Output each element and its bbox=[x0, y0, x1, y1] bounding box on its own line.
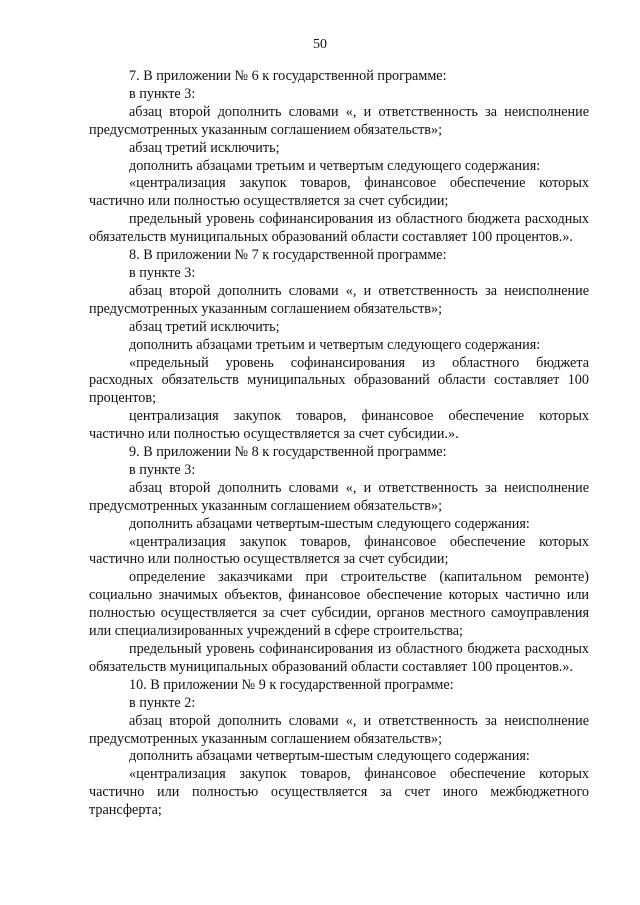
paragraph: определение заказчиками при строительстве (капитальном ремонте) социально значимых объектов, финансовое обеспечение которых частично или полностью осуществляется за счет субсидии, органов местного самоуправления или специализированных учреждений в сфере строительства; bbox=[89, 569, 589, 640]
paragraph: дополнить абзацами третьим и четвертым следующего содержания: bbox=[129, 157, 541, 174]
paragraph: централизация закупок товаров, финансовое обеспечение которых частично или полностью осуществляется за счет субсидии.». bbox=[89, 408, 589, 443]
paragraph: абзац третий исключить; bbox=[129, 318, 280, 335]
paragraph-item-7-heading: 7. В приложении № 6 к государственной программе: bbox=[129, 68, 447, 84]
paragraph: «предельный уровень софинансирования из областного бюджета расходных обязательств муниципальных образований области составляет 100 процентов; bbox=[89, 354, 589, 407]
paragraph: дополнить абзацами четвертым-шестым следующего содержания: bbox=[129, 515, 530, 532]
paragraph: абзац второй дополнить словами «, и ответственность за неисполнение предусмотренных указанным соглашением обязательств»; bbox=[89, 712, 589, 747]
paragraph: в пункте 3: bbox=[129, 461, 196, 478]
paragraph: предельный уровень софинансирования из областного бюджета расходных обязательств муниципальных образований области составляет 100 процентов.». bbox=[89, 641, 589, 675]
paragraph: в пункте 3: bbox=[129, 85, 196, 102]
paragraph: абзац второй дополнить словами «, и ответственность за неисполнение предусмотренных указанным соглашением обязательств»; bbox=[89, 282, 589, 317]
paragraph: «централизация закупок товаров, финансовое обеспечение которых частично или полностью осуществляется за счет субсидии; bbox=[89, 175, 589, 210]
paragraph: «централизация закупок товаров, финансовое обеспечение которых частично или полностью осуществляется за счет субсидии; bbox=[89, 533, 589, 568]
paragraph-item-9-heading: 9. В приложении № 8 к государственной программе: bbox=[129, 444, 447, 461]
paragraph: «централизация закупок товаров, финансовое обеспечение которых частично или полностью осуществляется за счет иного межбюджетного трансферта; bbox=[89, 766, 589, 819]
page-number: 50 bbox=[313, 37, 327, 52]
paragraph: абзац второй дополнить словами «, и ответственность за неисполнение предусмотренных указанным соглашением обязательств»; bbox=[89, 479, 589, 514]
paragraph: абзац третий исключить; bbox=[129, 139, 280, 156]
paragraph-item-10-heading: 10. В приложении № 9 к государственной программе: bbox=[129, 676, 454, 693]
paragraph: дополнить абзацами четвертым-шестым следующего содержания: bbox=[129, 748, 530, 765]
paragraph: абзац второй дополнить словами «, и ответственность за неисполнение предусмотренных указанным соглашением обязательств»; bbox=[89, 103, 589, 138]
paragraph: в пункте 2: bbox=[129, 694, 196, 711]
paragraph-item-8-heading: 8. В приложении № 7 к государственной программе: bbox=[129, 247, 447, 264]
paragraph: в пункте 3: bbox=[129, 264, 196, 281]
paragraph: предельный уровень софинансирования из областного бюджета расходных обязательств муниципальных образований области составляет 100 процентов.». bbox=[89, 211, 589, 246]
document-body bbox=[89, 68, 589, 820]
paragraph: дополнить абзацами третьим и четвертым следующего содержания: bbox=[129, 336, 541, 353]
